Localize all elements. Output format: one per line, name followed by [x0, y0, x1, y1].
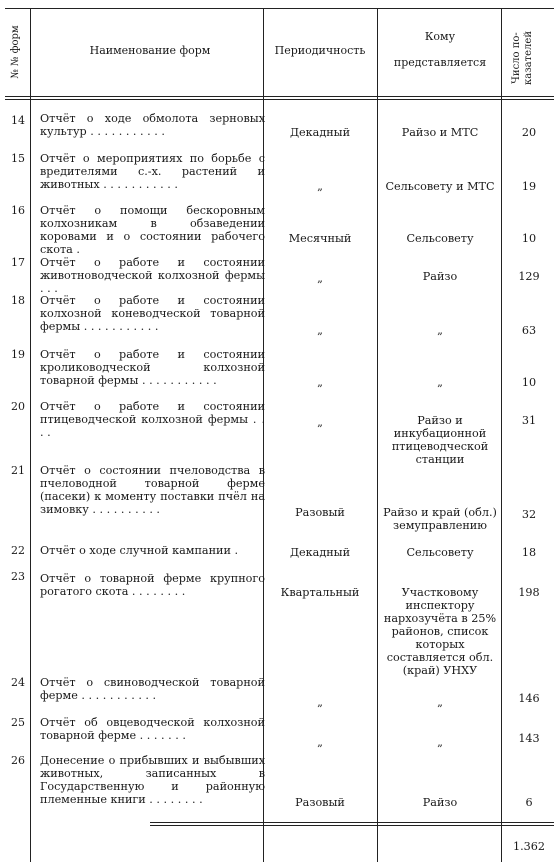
header-count-1: Число по- казателей [511, 31, 534, 86]
row-num: 21 [11, 464, 25, 477]
row-period: Квартальный [280, 586, 360, 599]
row-period: „ [317, 696, 323, 709]
col-divider-period [377, 8, 378, 862]
row-to: Райзо [422, 270, 458, 283]
row-num: 26 [11, 754, 25, 767]
row-to: Райзо [422, 796, 458, 809]
row-name: Донесение о прибывших и выбывших животных, записанных в Государственную и районную племенные книги . . . . . . . . [40, 754, 265, 806]
col-divider-to [501, 8, 502, 862]
row-period: Декадный [289, 126, 351, 139]
row-period: Разовый [295, 506, 345, 519]
row-num: 24 [11, 676, 25, 689]
row-count: 32 [521, 508, 537, 521]
row-name: Отчёт о состоянии пчеловодства в пчеловодной товарной ферме (пасеки) к моменту поставки пчёл на зимовку . . . . . . . . . . [40, 464, 265, 516]
row-to: „ [437, 736, 443, 749]
row-to: Райзо и край (обл.) земуправлению [383, 506, 497, 532]
row-period: „ [317, 416, 323, 429]
row-name: Отчёт о мероприятиях по борьбе с вредителями с.-х. растений и животных . . . . . . . . . . . [40, 152, 265, 191]
row-count: 10 [521, 376, 537, 389]
row-to: Райзо и инкубационной птицеводческой станции [391, 414, 489, 466]
row-num: 15 [11, 152, 25, 165]
row-to: „ [437, 324, 443, 337]
row-name: Отчёт о работе и состоянии птицеводческой колхозной фермы . . . . [40, 400, 265, 439]
total-rule [150, 822, 554, 823]
row-period: Разовый [295, 796, 345, 809]
row-count: 18 [521, 546, 537, 559]
header-name: Наименование форм [89, 44, 211, 57]
col-divider-num [30, 8, 31, 862]
row-period: „ [317, 272, 323, 285]
row-num: 19 [11, 348, 25, 361]
row-count: 19 [521, 180, 537, 193]
row-to: „ [437, 696, 443, 709]
row-name: Отчёт о работе и состоянии кролиководческой колхозной товарной фермы . . . . . . . . . . . [40, 348, 265, 387]
row-period: „ [317, 376, 323, 389]
row-to: Сельсовету [406, 232, 474, 245]
row-to: „ [437, 376, 443, 389]
row-count: 20 [521, 126, 537, 139]
row-count: 63 [521, 324, 537, 337]
header-bottom-rule [5, 96, 554, 97]
row-num: 14 [11, 114, 25, 127]
row-name: Отчёт о товарной ферме крупного рогатого скота . . . . . . . . [40, 572, 265, 598]
row-period: „ [317, 736, 323, 749]
row-num: 16 [11, 204, 25, 217]
row-to: Сельсовету [406, 546, 474, 559]
row-period: Декадный [289, 546, 351, 559]
row-period: „ [317, 180, 323, 193]
row-num: 18 [11, 294, 25, 307]
row-num: 22 [11, 544, 25, 557]
row-name: Отчёт о свиноводческой товарной ферме . . . . . . . . . . . [40, 676, 265, 702]
row-name: Отчёт о работе и состоянии колхозной коневодческой товарной фермы . . . . . . . . . . . [40, 294, 265, 333]
row-to: Райзо и МТС [401, 126, 479, 139]
header-num: № № форм [10, 25, 21, 79]
row-num: 23 [11, 570, 25, 583]
row-name: Отчёт о работе и состоянии животноводческой колхозной фермы . . . [40, 256, 265, 295]
header-bottom-rule-2 [5, 99, 554, 100]
row-num: 25 [11, 716, 25, 729]
row-name: Отчёт о ходе обмолота зерновых культур . . . . . . . . . . . [40, 112, 265, 138]
header-top-rule [5, 8, 554, 9]
row-period: Месячный [288, 232, 352, 245]
row-count: 143 [518, 732, 540, 745]
row-count: 6 [525, 796, 533, 809]
row-name: Отчёт о помощи бескоровным колхозникам в обзаведении коровами и о состоянии рабочего скота . [40, 204, 265, 256]
row-to: Сельсовету и МТС [385, 180, 495, 193]
header-to-2: представляется [393, 56, 487, 69]
row-name: Отчёт об овцеводческой колхозной товарной ферме . . . . . . . [40, 716, 265, 742]
row-count: 146 [518, 692, 540, 705]
row-count: 198 [518, 586, 540, 599]
row-name: Отчёт о ходе случной кампании . [40, 544, 239, 557]
row-num: 17 [11, 256, 25, 269]
header-period: Периодичность [274, 44, 366, 57]
row-count: 10 [521, 232, 537, 245]
row-period: „ [317, 324, 323, 337]
header-to-1: Кому [424, 30, 456, 43]
row-num: 20 [11, 400, 25, 413]
row-to: Участковому инспектору нархозучёта в 25% районов, список которых составляется обл. (край) УНХУ [383, 586, 497, 677]
total-rule-2 [150, 825, 554, 826]
row-count: 129 [518, 270, 540, 283]
row-count: 31 [521, 414, 537, 427]
total-count: 1.362 [512, 840, 546, 853]
